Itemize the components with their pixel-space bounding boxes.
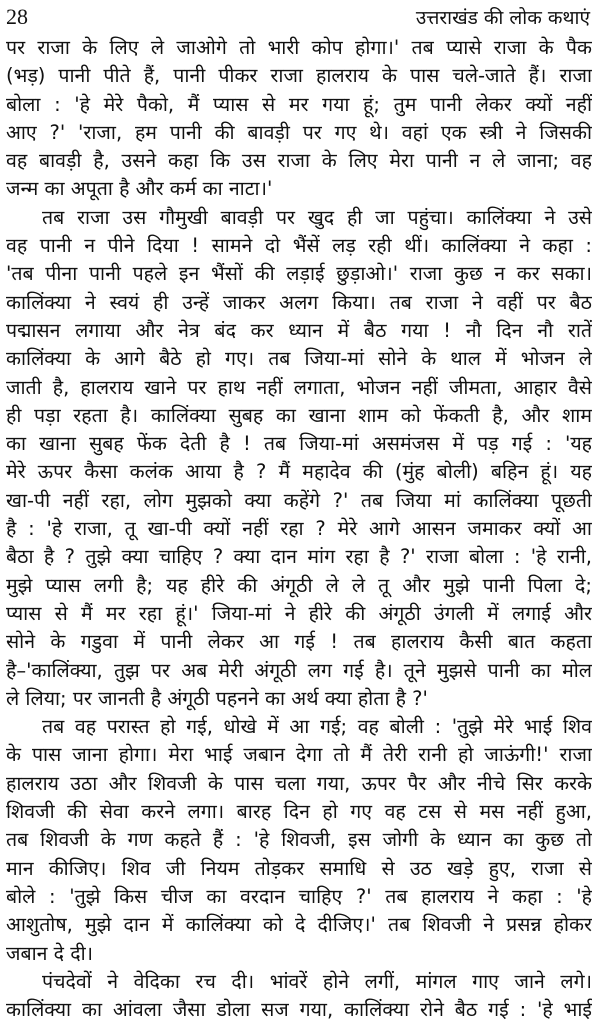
- text-line: है–'कालिंक्या, तुझ पर अब मेरी अंगूठी लग गई है। तूने मुझसे पानी का मोल: [6, 658, 592, 682]
- text-line: तब राजा उस गौमुखी बावड़ी पर खुद ही जा पहुंचा। कालिंक्या ने उसे: [42, 205, 592, 229]
- text-line: हालराय उठा और शिवजी के पास चला गया, ऊपर पैर और नीचे सिर करके: [6, 771, 592, 795]
- text-line: 'तब पीना पानी पहले इन भैंसों की लड़ाई छुड़ाओ।' राजा कुछ न कर सका।: [6, 262, 592, 286]
- text-line: जाती है, हालराय खाने पर हाथ नहीं लगाता, भोजन नहीं जीमता, आहार वैसे: [6, 375, 592, 399]
- running-title: उत्तराखंड की लोक कथाएं: [415, 7, 590, 29]
- text-line: का खाना सुबह फेंक देती है ! तब जिया-मां असमंजस में पड़ गई : 'यह: [6, 432, 592, 456]
- text-line: वह बावड़ी है, उसने कहा कि उस राजा के लिए मेरा पानी न ले जाना; वह: [6, 149, 592, 173]
- text-line: तब वह परास्त हो गई, धोखे में आ गई; वह बोली : 'तुझे मेरे भाई शिव: [42, 715, 592, 739]
- page-header: [6, 2, 590, 32]
- text-line: कालिंक्या ने स्वयं ही उन्हें जाकर अलग किया। तब राजा ने वहीं पर बैठ: [6, 290, 592, 314]
- text-line: आशुतोष, मुझे दान में कालिंक्या को दे दीजिए।' तब शिवजी ने प्रसन्न होकर: [6, 913, 592, 937]
- text-line: आए ?' 'राजा, हम पानी की बावड़ी पर गए थे। वहां एक स्त्री ने जिसकी: [6, 120, 592, 144]
- text-line: ले लिया; पर जानती है अंगूठी पहनने का अर्थ क्या होता है ?': [6, 686, 428, 710]
- text-line: शिवजी की सेवा करने लगा। बारह दिन हो गए वह टस से मस नहीं हुआ,: [6, 800, 592, 824]
- text-line: कालिंक्या के आगे बैठे हो गए। तब जिया-मां सोने के थाल में भोजन ले: [6, 347, 592, 371]
- page-body-text: [6, 34, 592, 1024]
- text-line: है : 'हे राजा, तू खा-पी क्यों नहीं रहा ? मेरे आगे आसन जमाकर क्यों आ: [6, 517, 592, 541]
- text-line: ही पड़ा रहता है। कालिंक्या सुबह का खाना शाम को फेंकती है, और शाम: [6, 403, 592, 427]
- text-line: वह पानी न पीने दिया ! सामने दो भैंसें लड़ रही थीं। कालिंक्या ने कहा :: [6, 234, 592, 258]
- text-line: जन्म का अपूता है और कर्म का नाटा।': [6, 177, 273, 201]
- text-line: खा-पी नहीं रहा, लोग मुझको क्या कहेंगे ?' तब जिया मां कालिंक्या पूछती: [6, 488, 592, 512]
- text-line: तब शिवजी के गण कहते हैं : 'हे शिवजी, इस जोगी के ध्यान का कुछ तो: [6, 828, 592, 852]
- text-line: कालिंक्या का आंवला जैसा डोला सज गया, कालिंक्या रोने बैठ गई : 'हे भाई: [6, 998, 592, 1022]
- text-line: पर राजा के लिए ले जाओगे तो भारी कोप होगा।' तब प्यासे राजा के पैक: [6, 36, 592, 59]
- text-line: बैठा है ? तुझे क्या चाहिए ? क्या दान मांग रहा है ?' राजा बोला : 'हे रानी,: [6, 545, 592, 569]
- text-line: बोला : 'हे मेरे पैको, मैं प्यास से मर गया हूं; तुम पानी लेकर क्यों नहीं: [6, 92, 592, 116]
- text-line: के पास जाना होगा। मेरा भाई जबान देगा तो मैं तेरी रानी हो जाऊंगी!' राजा: [6, 743, 592, 767]
- text-line: मेरे ऊपर कैसा कलंक आया है ? मैं महादेव की (मुंह बोली) बहिन हूं। यह: [6, 460, 592, 484]
- text-line: मान कीजिए। शिव जी नियम तोड़कर समाधि से उठ खड़े हुए, राजा से: [6, 856, 592, 880]
- text-line: जबान दे दी।: [6, 941, 94, 965]
- text-line: प्यास से मैं मर रहा हूं।' जिया-मां ने हीरे की अंगूठी उंगली में लगाई और: [6, 601, 592, 625]
- text-line: बोले : 'तुझे किस चीज का वरदान चाहिए ?' तब हालराय ने कहा : 'हे: [6, 884, 592, 908]
- page-number: 28: [6, 4, 28, 29]
- text-line: सोने के गडुवा में पानी लेकर आ गई ! तब हालराय कैसी बात कहता: [6, 630, 592, 654]
- text-line: पद्मासन लगाया और नेत्र बंद कर ध्यान में बैठ गया ! नौ दिन नौ रातें: [6, 318, 592, 342]
- text-line: मुझे प्यास लगी है; यह हीरे की अंगूठी ले ले तू और मुझे पानी पिला दे;: [6, 573, 592, 597]
- text-line: पंचदेवों ने वेदिका रच दी। भांवरें होने लगीं, मांगल गाए जाने लगे।: [42, 969, 592, 993]
- text-line: (भड़) पानी पीते हैं, पानी पीकर राजा हालराय के पास चले-जाते हैं। राजा: [6, 64, 592, 88]
